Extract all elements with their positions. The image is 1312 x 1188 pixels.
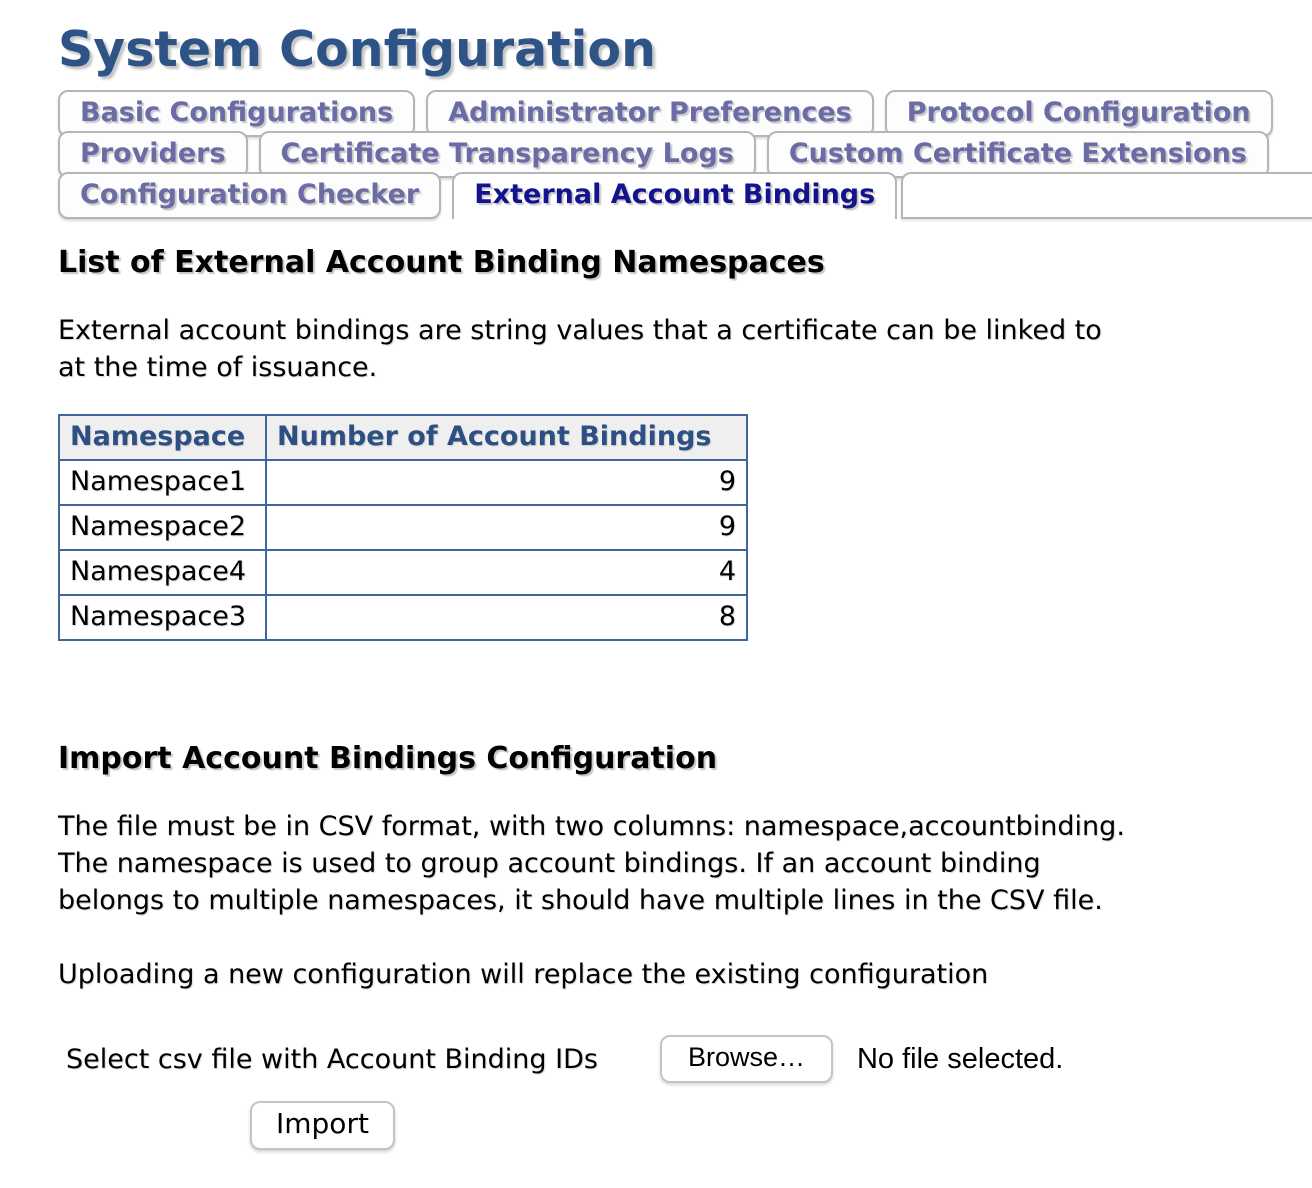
namespace-cell: Namespace2 — [59, 505, 266, 550]
tab-row-1 — [58, 90, 1312, 137]
column-header-namespace: Namespace — [59, 415, 266, 460]
import-heading: Import Account Bindings Configuration — [58, 741, 718, 777]
tab-custom-certificate-extensions[interactable]: Custom Certificate Extensions — [767, 131, 1269, 178]
namespace-cell: Namespace3 — [59, 595, 266, 640]
namespaces-heading: List of External Account Binding Namespaces — [58, 245, 825, 281]
namespace-cell: Namespace4 — [59, 550, 266, 595]
namespaces-description-line-2: at the time of issuance. — [58, 352, 378, 384]
tab-strip-filler — [901, 172, 1312, 219]
import-button[interactable]: Import — [250, 1101, 395, 1150]
file-select-label: Select csv file with Account Binding IDs — [66, 1043, 598, 1075]
tab-providers[interactable]: Providers — [58, 131, 248, 178]
column-header-number-of-account-bindings: Number of Account Bindings — [266, 415, 747, 460]
tab-protocol-configuration[interactable]: Protocol Configuration — [885, 90, 1273, 137]
table-row — [59, 460, 747, 505]
page-title: System Configuration — [58, 21, 656, 78]
file-select-row — [66, 1035, 1312, 1083]
import-description-line-2: The namespace is used to group account bindings. If an account binding — [58, 848, 1041, 880]
import-description — [58, 808, 1312, 919]
import-note: Uploading a new configuration will replace the existing configuration — [58, 959, 989, 991]
binding-count-cell: 9 — [266, 505, 747, 550]
import-button-row — [250, 1101, 1312, 1150]
tab-configuration-checker[interactable]: Configuration Checker — [58, 172, 441, 219]
table-header-row — [59, 415, 747, 460]
table-row — [59, 550, 747, 595]
binding-count-cell: 9 — [266, 460, 747, 505]
namespaces-table — [58, 414, 748, 641]
file-status-text: No file selected. — [856, 1042, 1064, 1075]
namespaces-description — [58, 312, 1312, 386]
import-description-line-3: belongs to multiple namespaces, it should have multiple lines in the CSV file. — [58, 885, 1103, 917]
namespace-cell: Namespace1 — [59, 460, 266, 505]
tab-external-account-bindings[interactable]: External Account Bindings — [452, 172, 897, 219]
namespaces-description-line-1: External account bindings are string values that a certificate can be linked to — [58, 315, 1102, 347]
binding-count-cell: 4 — [266, 550, 747, 595]
tab-certificate-transparency-logs[interactable]: Certificate Transparency Logs — [259, 131, 756, 178]
tab-row-3 — [58, 172, 1312, 219]
table-row — [59, 595, 747, 640]
table-row — [59, 505, 747, 550]
tab-row-2 — [58, 131, 1312, 178]
browse-button[interactable]: Browse… — [660, 1035, 833, 1083]
import-description-line-1: The file must be in CSV format, with two columns: namespace,accountbinding. — [58, 811, 1125, 843]
tab-basic-configurations[interactable]: Basic Configurations — [58, 90, 415, 137]
tab-administrator-preferences[interactable]: Administrator Preferences — [426, 90, 873, 137]
binding-count-cell: 8 — [266, 595, 747, 640]
tab-strip — [58, 90, 1312, 219]
